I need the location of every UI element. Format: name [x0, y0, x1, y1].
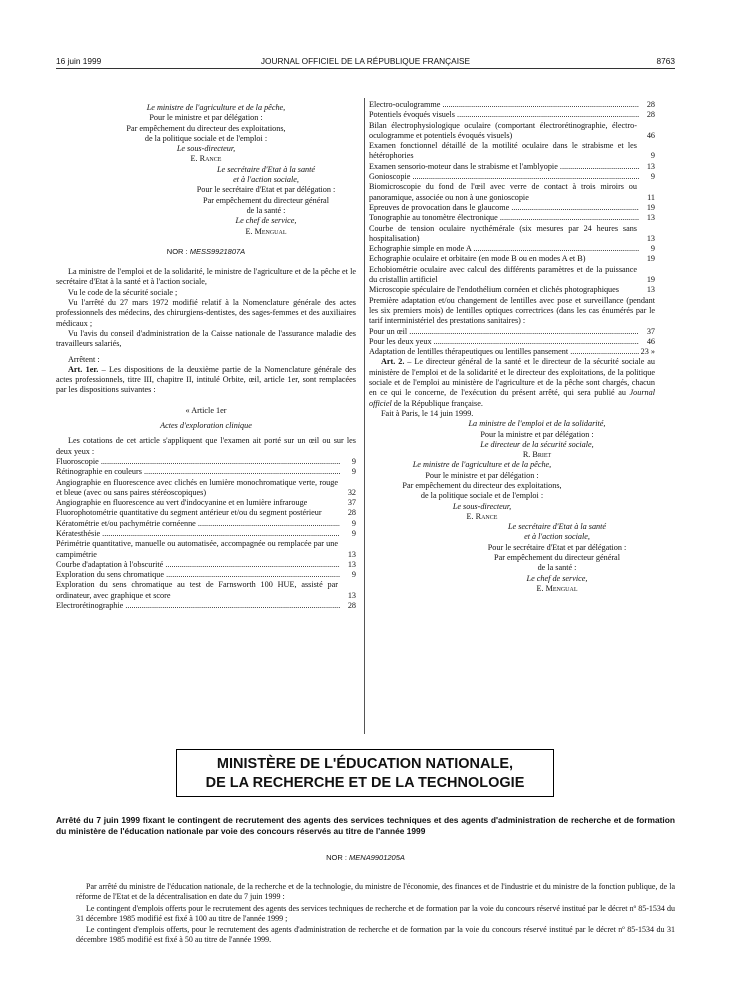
list-item: Kératesthésie ..... 9	[56, 529, 356, 539]
header-rule	[56, 68, 675, 69]
column-divider	[364, 98, 365, 734]
article-heading: « Article 1er	[185, 405, 227, 415]
arrete-title: Arrêté du 7 juin 1999 fixant le contingent de recrutement des agents des services techniques et des agents d'administration de recherche et de formation du ministère de l'éducation nationale par voie des concours réservés au titre de l'année 1999	[56, 815, 675, 836]
list-item: Fluorophotométrie quantitative du segment antérieur et/ou du segment postérieur 28	[56, 508, 356, 518]
list-item: Potentiels évoqués visuels ..... 28	[369, 110, 655, 120]
banner-line: DE LA RECHERCHE ET DE LA TECHNOLOGIE	[205, 775, 525, 791]
date-line: Fait à Paris, le 14 juin 1999.	[381, 408, 474, 418]
arrete-body	[76, 882, 675, 947]
paragraph: Vu l'avis du conseil d'administration de la Caisse nationale de l'assurance maladie des travailleurs salariés,	[56, 328, 356, 349]
signature-line: Par empêchement du directeur des exploitations,	[126, 123, 286, 133]
paragraph: Par arrêté du ministre de l'éducation nationale, de la recherche et de la technologie, du ministre de l'économie, des finances et de l'industrie et du ministre de la fonction publique, de la réforme de l'Etat et de la décentralisation en date du 7 juin 1999 :	[76, 882, 675, 902]
list-item: Biomicroscopie du fond de l'œil avec verre de contact à trois miroirs ou panoramique, associée ou non à une gonioscopie 11	[369, 182, 655, 202]
signature-line: Par empêchement du directeur des exploitations,	[402, 480, 562, 490]
list-item: Rétinographie en couleurs ..... 9	[56, 467, 356, 477]
list-item: Echobiométrie oculaire avec calcul des différents paramètres et de la puissance du cristallin artificiel 19	[369, 264, 655, 285]
header-journal-title: JOURNAL OFFICIEL DE LA RÉPUBLIQUE FRANÇAISE	[260, 56, 471, 66]
signature-line: de la santé :	[246, 205, 286, 215]
list-item: Courbe de tension oculaire nycthémérale (six mesures par 24 heures sans hospitalisation) 13	[369, 223, 655, 243]
list-item: Exploration du sens chromatique ..... 9	[56, 570, 356, 580]
paragraph: Vu le code de la sécurité sociale ;	[68, 287, 178, 297]
left-tariff-list	[56, 457, 356, 611]
list-item: Adaptation de lentilles thérapeutiques ou lentilles pansement ..... 23 »	[369, 347, 655, 357]
list-item: Electrorétinographie ..... 28	[56, 601, 356, 611]
list-item: Examen fonctionnel détaillé de la motilité oculaire dans le strabisme et les hétérophories 9	[369, 141, 655, 161]
nor-reference: NOR : MESS9921807A	[166, 246, 246, 256]
left-column	[56, 103, 356, 611]
list-item: Microscopie spéculaire de l'endothélium cornéen et clichés photographiques 13	[369, 285, 655, 295]
signature-title: Le ministre de l'agriculture et de la pêche,	[412, 460, 552, 470]
signature-title: Le ministre de l'agriculture et de la pêche,	[146, 103, 286, 112]
article-2-paragraph: Art. 2. – Le directeur général de la santé et le directeur de la sécurité sociale au ministère de l'emploi et de la solidarité et le directeur des exploitations, de la politique sociale et de l'emploi au ministère de l'agriculture et de la pêche sont chargés, chacun en ce qui le concerne, de l'exécution du présent arrêté, qui sera publié au Journal officiel de la République française.	[369, 357, 655, 408]
list-item: Angiographie en fluorescence avec clichés en lumière monochromatique verte, rouge et bleue (avec ou sans paires stéréoscopiques) 32	[56, 477, 356, 497]
banner-line: MINISTÈRE DE L'ÉDUCATION NATIONALE,	[216, 756, 514, 772]
header-page-number: 8763	[656, 56, 675, 66]
list-item: Bilan électrophysiologique oculaire (comportant électrorétinographie, électro-oculogramme et potentiels évoqués visuels) 46	[369, 120, 655, 140]
list-item: Pour un œil ..... 37	[369, 327, 655, 337]
article-1-paragraph: Art. 1er. – Les dispositions de la deuxième partie de la Nomenclature générale des actes professionnels, titre III, chapitre II, intitulé Orbite, œil, article 1er, sont remplacées par les dispositions suivantes :	[56, 364, 356, 395]
signature-line: de la politique sociale et de l'emploi :	[144, 133, 268, 143]
paragraph: Vu l'arrêté du 27 mars 1972 modifié relatif à la Nomenclature générale des actes professionnels des médecins, des chirurgiens-dentistes, des sages-femmes et des auxiliaires médicaux ;	[56, 298, 356, 328]
list-item: Exploration du sens chromatique au test de Farnsworth 100 HUE, assisté par ordinateur, avec graphique et score 13	[56, 580, 356, 600]
list-item: Echographie simple en mode A ..... 9	[369, 244, 655, 254]
list-item: Examen sensorio-moteur dans le strabisme et l'amblyopie ..... 13	[369, 162, 655, 172]
paragraph: Première adaptation et/ou changement de lentilles avec pose et surveillance (pendant les six premiers mois) de lentilles optiques correctrices (dans les cas énumérés par le tarif interministériel des prestations sanitaires) :	[369, 295, 655, 326]
signature-line: Le chef de service,	[235, 216, 297, 226]
signature-line: Pour le secrétaire d'Etat et par délégation :	[196, 185, 336, 195]
right-column	[369, 100, 655, 594]
list-item: Gonioscopie ..... 9	[369, 172, 655, 182]
list-item: Courbe d'adaptation à l'obscurité ..... 13	[56, 560, 356, 570]
signature-line: de la santé :	[537, 563, 577, 573]
signature-title: et à l'action sociale,	[233, 175, 299, 185]
signatory-name: E. Mengual	[245, 226, 287, 236]
signature-line: Pour le ministre et par délégation :	[425, 470, 539, 480]
signature-line: Le chef de service,	[526, 573, 588, 583]
list-item: Périmétrie quantitative, manuelle ou automatisée, accompagnée ou remplacée par une campimétrie 13	[56, 539, 356, 559]
section-heading: Actes d'exploration clinique	[160, 421, 252, 431]
signature-line: Pour le ministre et par délégation :	[149, 113, 263, 123]
list-item: Tonographie au tonomètre électronique ..... 13	[369, 213, 655, 223]
right-lens-list	[369, 327, 655, 358]
signature-line: Par empêchement du directeur général	[494, 553, 620, 563]
signature-line: Pour la ministre et par délégation :	[480, 429, 594, 439]
arretent-line: Arrêtent :	[68, 354, 100, 364]
header-date: 16 juin 1999	[56, 56, 102, 66]
list-item: Electro-oculogramme ..... 28	[369, 100, 655, 110]
signature-title: Le secrétaire d'Etat à la santé	[216, 164, 316, 174]
signatory-name: E. Rance	[190, 154, 222, 164]
ministry-banner	[176, 749, 554, 797]
paragraph: Les cotations de cet article s'appliquent que l'examen ait porté sur un œil ou sur les deux yeux :	[56, 436, 356, 456]
list-item: Angiographie en fluorescence au vert d'indocyanine et en lumière infrarouge 37	[56, 498, 356, 508]
signature-line: de la politique sociale et de l'emploi :	[420, 491, 544, 501]
signatory-name: E. Rance	[466, 511, 498, 521]
signature-title: et à l'action sociale,	[524, 532, 590, 542]
signatory-name: E. Mengual	[536, 583, 578, 593]
signature-line: Pour le secrétaire d'Etat et par délégation :	[487, 542, 627, 552]
signature-line: Le sous-directeur,	[452, 501, 512, 511]
list-item: Fluoroscopie ..... 9	[56, 457, 356, 467]
list-item: Echographie oculaire et orbitaire (en mode B ou en modes A et B) 19	[369, 254, 655, 264]
paragraph: La ministre de l'emploi et de la solidarité, le ministre de l'agriculture et de la pêche et le secrétaire d'Etat à la santé et à l'action sociale,	[56, 267, 356, 287]
signature-title: Le secrétaire d'Etat à la santé	[507, 522, 607, 532]
signature-line: Par empêchement du directeur général	[203, 195, 329, 205]
signature-title: La ministre de l'emploi et de la solidarité,	[468, 419, 606, 429]
paragraph: Le contingent d'emplois offerts, pour le recrutement des agents d'administration de recherche et de formation par la voie du concours réservé institué par le décret nº 85-1534 du 31 décembre 1985 modifié est fixé à 50 au titre de l'année 1999.	[76, 925, 675, 945]
signature-line: Le sous-directeur,	[176, 144, 236, 154]
list-item: Pour les deux yeux ..... 46	[369, 337, 655, 347]
paragraph: Le contingent d'emplois offerts pour le recrutement des agents des services techniques de recherche et de formation par la voie du concours réservé institué par le décret nº 85-1534 du 31 décembre 1985 modifié est fixé à 100 au titre de l'année 1999 ;	[76, 903, 675, 923]
nor-reference: NOR : MENA9901205A	[326, 853, 405, 862]
signature-line: Le directeur de la sécurité sociale,	[480, 439, 594, 449]
list-item: Kératométrie et/ou pachymétrie cornéenne ..... 9	[56, 519, 356, 529]
right-tariff-list	[369, 100, 655, 296]
list-item: Epreuves de provocation dans le glaucome ..... 19	[369, 203, 655, 213]
signatory-name: R. Briet	[522, 450, 552, 460]
